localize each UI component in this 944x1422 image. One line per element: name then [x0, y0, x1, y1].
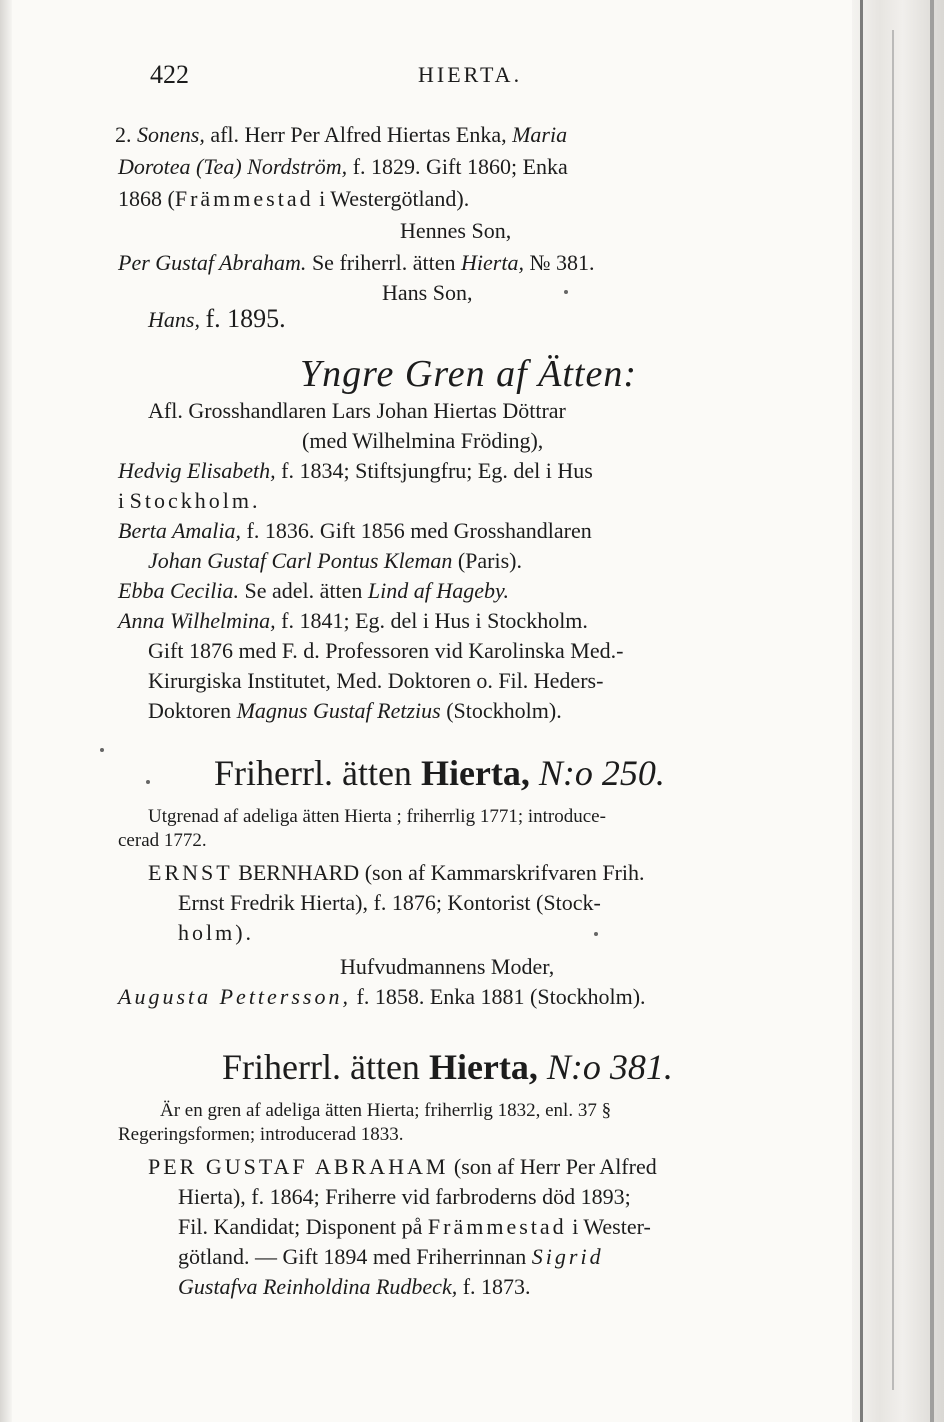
italic-text: Sonens, [137, 122, 205, 147]
person-name: Johan Gustaf Carl Pontus Kleman [148, 548, 453, 573]
running-title: HIERTA. [418, 62, 523, 87]
italic-text: Lind af Hageby. [367, 578, 510, 603]
text-line [178, 1274, 531, 1300]
person-name: Hedvig Elisabeth, [118, 458, 276, 483]
text-line: Hans Son, [382, 280, 473, 305]
section-heading [222, 1046, 673, 1088]
entry-number: 2. [115, 122, 132, 147]
gutter-line [930, 0, 934, 1422]
text: Friherrl. ätten [214, 753, 412, 793]
person-name: PER GUSTAF ABRAHAM [148, 1154, 449, 1179]
place-name: Stockholm. [129, 488, 261, 513]
left-page-edge [0, 0, 12, 1422]
text: Fil. Kandidat; Disponent på [178, 1214, 423, 1239]
text-line: Hierta), f. 1864; Friherre vid farbroderns död 1893; [178, 1184, 631, 1209]
place-name: Främmestad [174, 186, 314, 211]
text-line: cerad 1772. [118, 830, 207, 851]
text-line: Gift 1876 med F. d. Professoren vid Karolinska Med.- [148, 638, 624, 663]
person-name: Berta Amalia, [118, 518, 242, 543]
person-name: Ebba Cecilia. [118, 578, 239, 603]
text: f. 1873. [462, 1274, 531, 1299]
person-name: Maria [512, 122, 568, 147]
text-line [178, 1244, 604, 1270]
text-line [118, 186, 469, 212]
text-line [118, 608, 588, 634]
text-line: (med Wilhelmina Fröding), [302, 428, 544, 453]
right-page-edge [852, 0, 944, 1422]
text-line [118, 488, 260, 514]
text: BERNHARD (son af Kammarskrifvaren Frih. [238, 860, 645, 885]
gutter-line [892, 30, 894, 1390]
text: f. 1858. Enka 1881 (Stockholm). [356, 984, 646, 1009]
text-line [148, 1154, 657, 1180]
section-heading [214, 752, 665, 794]
person-name: Dorotea (Tea) Nordström, [118, 154, 348, 179]
text: 1868 ( [118, 186, 175, 211]
text: f. 1836. Gift 1856 med Grosshandlaren [246, 518, 592, 543]
text-line: Afl. Grosshandlaren Lars Johan Hiertas Döttrar [148, 398, 566, 423]
text: Se adel. ätten [244, 578, 363, 603]
person-name: ERNST [148, 860, 233, 885]
italic-text: Hierta, [461, 250, 524, 275]
text: götland. — Gift 1894 med Friherrinnan [178, 1244, 527, 1269]
text-line: Kirurgiska Institutet, Med. Doktoren o. Fil. Heders- [148, 668, 604, 693]
text-line [118, 984, 646, 1010]
text-line [118, 578, 509, 604]
text: (son af Herr Per Alfred [453, 1154, 657, 1179]
person-name: Gustafva Reinholdina Rudbeck, [178, 1274, 458, 1299]
person-name: Augusta Pettersson, [118, 984, 351, 1009]
text-line [148, 698, 562, 724]
family-name: Hierta, [420, 753, 530, 793]
text: (Stockholm). [446, 698, 562, 723]
text: f. 1829. Gift 1860; Enka [352, 154, 568, 179]
text: f. 1834; Stiftsjungfru; Eg. del i Hus [281, 458, 593, 483]
text-line: Regeringsformen; introducerad 1833. [118, 1124, 404, 1145]
text-line [148, 860, 645, 886]
text: i [118, 488, 125, 513]
text: Se friherrl. ätten [311, 250, 456, 275]
text-line: Hennes Son, [400, 218, 512, 243]
page-number: 422 [150, 60, 189, 89]
text-line [118, 154, 568, 180]
text: Friherrl. ätten [222, 1047, 420, 1087]
text: N:o 250. [538, 753, 665, 793]
text: (Paris). [457, 548, 522, 573]
ink-speck [100, 748, 104, 752]
text-line [178, 1214, 651, 1240]
text-line: Hufvudmannens Moder, [340, 954, 555, 979]
section-heading: Yngre Gren af Ätten: [300, 353, 637, 395]
family-name: Hierta, [428, 1047, 538, 1087]
ink-speck [146, 780, 150, 784]
person-name: Sigrid [531, 1244, 604, 1269]
text: № 381. [529, 250, 595, 275]
gutter-line [860, 0, 863, 1422]
text-line: Är en gren af adeliga ätten Hierta; friherrlig 1832, enl. 37 § [160, 1100, 612, 1121]
ink-speck [594, 932, 598, 936]
place-name: Främmestad [427, 1214, 567, 1239]
text-line [118, 458, 593, 484]
text: afl. Herr Per Alfred Hiertas Enka, [210, 122, 507, 147]
text: f. 1841; Eg. del i Hus i Stockholm. [281, 608, 588, 633]
text: i Westergötland). [319, 186, 470, 211]
text-line [115, 122, 567, 148]
text: i Wester- [572, 1214, 651, 1239]
text-line: Ernst Fredrik Hierta), f. 1876; Kontorist (Stock- [178, 890, 601, 915]
text: N:o 381. [546, 1047, 673, 1087]
text-line: Utgrenad af adeliga ätten Hierta ; friherrlig 1771; introduce- [148, 806, 606, 827]
text: f. 1895. [205, 304, 286, 333]
text-line: holm). [178, 920, 255, 945]
text-line [148, 548, 522, 574]
person-name: Magnus Gustaf Retzius [236, 698, 441, 723]
text-line [118, 518, 592, 544]
person-name: Anna Wilhelmina, [118, 608, 276, 633]
text: Doktoren [148, 698, 232, 723]
text-line [118, 250, 594, 276]
person-name: Per Gustaf Abraham. [118, 250, 307, 275]
text-line [148, 306, 286, 333]
ink-speck [564, 290, 568, 294]
person-name: Hans, [148, 307, 200, 332]
